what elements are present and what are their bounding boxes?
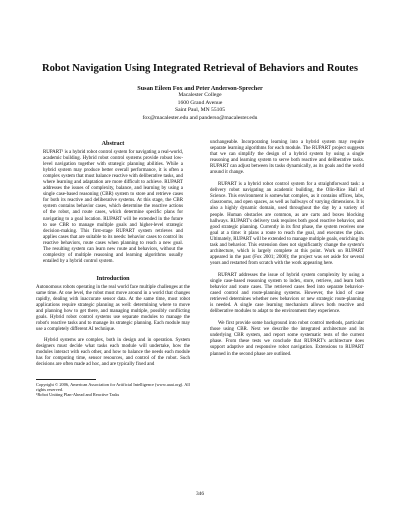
right-paragraph-3: RUPART addresses the issue of hybrid system complexity by using a single case-based reasoning system to index, store, retrieve, and learn both behavior and route cases. The retrieved cases feed into separate behavior-cased control and route-planning systems. However, the kind of case retrieved determines whether new behaviors or new strategic route-planning is needed. A single case learning mechanism allows both reactive and deliberative modules to adapt to the environment they experience. (210, 272, 364, 315)
intro-paragraph-2: Hybrid systems are complex, both in design and in operation. System designers must decide what tasks each module will undertake, how the modules interact with each other, and how to balance the needs each module has for computing time, sensor resources, and control of the robot. Such decisions are often made ad hoc, and are typically fixed and (36, 338, 190, 368)
left-column (36, 140, 190, 398)
right-column (210, 140, 364, 358)
author-names: Susan Eileen Fox and Peter Anderson-Sprecher (137, 85, 263, 92)
page-number: 346 (195, 491, 205, 497)
author-emails: fox@macalester.edu and panderso@macalester.edu (142, 114, 258, 121)
abstract-text: RUPART¹ is a hybrid robot control system for navigating a real-world, academic building. Hybrid robot control systems provide robust low-level navigation together with strategic planning abilities. While a hybrid system may produce better overall performance, it is often a complex system that must balance reactive with deliberative tasks, and where learning and adaptation are more difficult to achieve. RUPART addresses the issues of complexity, balance, and learning by using a single case-based reasoning (CBR) system to store and retrieve cases for both its reactive and deliberative systems. At this stage, the CBR system contains behavior cases, which determine the reactive actions of the robot, and route cases, which determine specific plans for navigating to a goal location. RUPART will be extended in the future to use CBR to manage multiple goals and higher-level strategic decision-making. This first-stage RUPART system retrieves and applies cases that are suitable to its needs: behavior cases to control its reactive behaviors, route cases when planning to reach a new goal. The resulting system can learn new route and behaviors, without the complexity of multiple reasoning and learning algorithms usually entailed by a hybrid control system. (43, 150, 183, 264)
footnote-1: ¹Robot Uniting Plan-Ahead and Reactive Tasks (36, 392, 120, 398)
footnote-divider (36, 379, 96, 380)
affiliation: Macalester College (178, 92, 222, 99)
right-paragraph-4: We first provide some background into robot control methods, particular those using CBR. Next we describe the integrated architecture and its underlying CBR system, and report some systematic tests of the current phase. From these tests we conclude that RUPART's architecture does support adaptive and responsive robot navigation. Extensions to RUPART planned in the second phase are outlined. (210, 321, 364, 357)
right-paragraph-2: RUPART is a hybrid robot control system for a straightforward task: a delivery robot navigating an academic building, the Olin-Rice Hall of Science. This environment is somewhat complex, as it contains offices, labs, classrooms, and open spaces, as well as hallways of varying dimensions. It is also a highly dynamic domain, used throughout the day by a variety of people. Human obstacles are common, as are carts and boxes blocking hallways. RUPART's delivery task requires both good reactive behavior, and good strategic planning. Currently in its first phase, the system receives one goal at a time: it plans a route to reach the goal, and executes the plan. Ultimately, RUPART will be extended to manage multiple goals, enriching its task and behavior. This extension does not significantly change the system's architecture, which is largely complete at this point. Work on RUPART appeared in the past (Fox 2001; 2000); the project was set aside for several years and restarted from scratch with the work appearing here. (210, 182, 364, 266)
introduction-heading: Introduction (96, 275, 130, 282)
paper-title: Robot Navigation Using Integrated Retrieval of Behaviors and Routes (41, 63, 359, 74)
address-line-1: 1600 Grand Avenue (177, 99, 223, 106)
right-paragraph-1: unchangeable. Incorporating learning into a hybrid system may require separate learning algorithms for each module. The RUPART project suggests that we can simplify the design of a hybrid system by using a single reasoning and learning system to serve both reactive and deliberative tasks. RUPART can adjust between its tasks dynamically, as its goals and the world around it change. (210, 140, 364, 176)
copyright-footnote: Copyright © 2006, American Association for Artificial Intelligence (www.aaai.org). All rights reserved. (36, 381, 190, 392)
address-line-2: Saint Paul, MN 55105 (174, 107, 226, 114)
author-block (60, 85, 340, 122)
abstract-heading: Abstract (101, 141, 125, 147)
intro-paragraph-1: Autonomous robots operating in the real world face multiple challenges at the same time. At one level, the robot must move around in a world that changes rapidly, dealing with inaccurate sensor data. At the same time, most robot applications require strategic planning as well: determining where to move and planning how to get there, and managing multiple, possibly conflicting goals. Hybrid robot control systems use separate modules to manage the robot's reactive tasks and to manage its strategic planning. Each module may use a completely different AI technique. (36, 284, 190, 333)
